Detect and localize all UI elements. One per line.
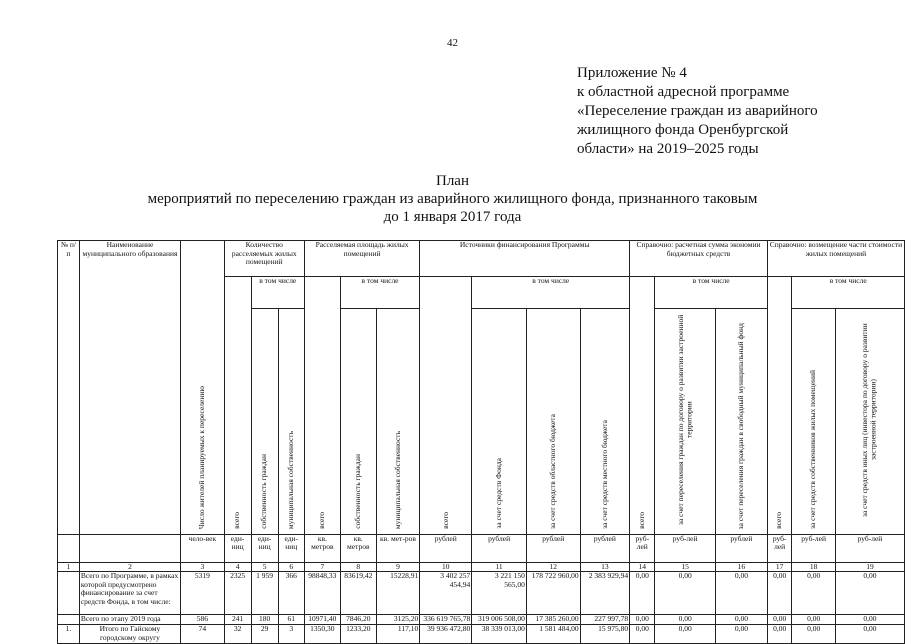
cell: 180 bbox=[251, 615, 278, 625]
header-refund-total: всего bbox=[767, 277, 792, 535]
header-economy-incl: в том числе bbox=[655, 277, 768, 309]
cell: 29 bbox=[251, 625, 278, 644]
col-number: 8 bbox=[340, 562, 376, 572]
cell: 10971,40 bbox=[304, 615, 340, 625]
cell: 0,00 bbox=[835, 625, 904, 644]
col-number: 13 bbox=[580, 562, 630, 572]
cell: Всего по этапу 2019 года bbox=[79, 615, 180, 625]
cell: 38 339 013,00 bbox=[472, 625, 527, 644]
cell: 227 997,78 bbox=[580, 615, 630, 625]
cell: 3 402 257 454,94 bbox=[420, 572, 472, 615]
cell: 1 959 bbox=[251, 572, 278, 615]
table-row bbox=[58, 615, 905, 625]
header-name: Наименование муниципального образования bbox=[79, 241, 180, 535]
cell: 98848,33 bbox=[304, 572, 340, 615]
header-area-total: всего bbox=[304, 277, 340, 535]
title-line: План bbox=[435, 173, 469, 189]
cell: 0,00 bbox=[655, 625, 716, 644]
cell: 117,10 bbox=[376, 625, 420, 644]
header-economy-total: всего bbox=[630, 277, 655, 535]
col-number: 5 bbox=[251, 562, 278, 572]
unit-cell: руб-лей bbox=[630, 534, 655, 562]
unit-cell: руб-лей bbox=[792, 534, 836, 562]
cell bbox=[58, 572, 80, 615]
col-number: 9 bbox=[376, 562, 420, 572]
page-title bbox=[0, 172, 905, 226]
cell: 586 bbox=[181, 615, 225, 625]
cell: 17 385 260,00 bbox=[526, 615, 580, 625]
header-qty-citizens: собственность граждан bbox=[251, 309, 278, 535]
cell bbox=[58, 615, 80, 625]
cell: 15228,91 bbox=[376, 572, 420, 615]
unit-cell bbox=[58, 534, 80, 562]
cell: 0,00 bbox=[792, 625, 836, 644]
col-number: 17 bbox=[767, 562, 792, 572]
table-row bbox=[58, 572, 905, 615]
col-number: 4 bbox=[224, 562, 251, 572]
cell: 0,00 bbox=[835, 615, 904, 625]
header-num: № п/п bbox=[58, 241, 80, 535]
col-number: 19 bbox=[835, 562, 904, 572]
appendix-block bbox=[577, 64, 818, 159]
col-number: 11 bbox=[472, 562, 527, 572]
col-number: 1 bbox=[58, 562, 80, 572]
cell: 0,00 bbox=[792, 615, 836, 625]
cell: 241 bbox=[224, 615, 251, 625]
unit-cell: еди-ниц bbox=[224, 534, 251, 562]
header-ref-owners: за счет средств собственников жилых помещений bbox=[792, 309, 836, 535]
unit-cell: рублей bbox=[472, 534, 527, 562]
unit-cell: еди-ниц bbox=[278, 534, 304, 562]
cell: 3125,20 bbox=[376, 615, 420, 625]
header-regional: за счет средств областного бюджета bbox=[526, 309, 580, 535]
header-qty-municipal: муниципальная собственность bbox=[278, 309, 304, 535]
header-qty: Количество расселяемых жилых помещений bbox=[224, 241, 304, 277]
cell: 2 383 929,94 bbox=[580, 572, 630, 615]
cell: 0,00 bbox=[767, 625, 792, 644]
header-eco-contract: за счет переселения граждан по договору о развитии застроенной территории bbox=[655, 309, 716, 535]
unit-cell: кв. метров bbox=[304, 534, 340, 562]
cell: 0,00 bbox=[715, 625, 767, 644]
cell: 15 975,80 bbox=[580, 625, 630, 644]
col-number: 7 bbox=[304, 562, 340, 572]
unit-cell: рублей bbox=[580, 534, 630, 562]
col-number: 18 bbox=[792, 562, 836, 572]
cell: Всего по Программе, в рамках которой предусмотрено финансирование за счет средств Фонда, в том числе: bbox=[79, 572, 180, 615]
cell: 3 221 150 565,00 bbox=[472, 572, 527, 615]
header-refund-incl: в том числе bbox=[792, 277, 905, 309]
header-finance-incl: в том числе bbox=[472, 277, 630, 309]
header-local: за счет средств местного бюджета bbox=[580, 309, 630, 535]
cell: 0,00 bbox=[655, 615, 716, 625]
col-number: 15 bbox=[655, 562, 716, 572]
unit-cell: руб-лей bbox=[767, 534, 792, 562]
plan-table bbox=[57, 240, 905, 644]
cell: 83619,42 bbox=[340, 572, 376, 615]
cell: 1233,20 bbox=[340, 625, 376, 644]
header-area: Расселяемая площадь жилых помещений bbox=[304, 241, 419, 277]
cell: 5319 bbox=[181, 572, 225, 615]
cell: 0,00 bbox=[655, 572, 716, 615]
col-number: 2 bbox=[79, 562, 180, 572]
unit-cell: рублей bbox=[526, 534, 580, 562]
header-qty-incl: в том числе bbox=[251, 277, 304, 309]
unit-cell: еди-ниц bbox=[251, 534, 278, 562]
appendix-line: к областной адресной программе bbox=[577, 84, 790, 100]
col-number: 3 bbox=[181, 562, 225, 572]
cell: 366 bbox=[278, 572, 304, 615]
cell: 39 936 472,80 bbox=[420, 625, 472, 644]
title-line: до 1 января 2017 года bbox=[383, 209, 522, 225]
col-number: 14 bbox=[630, 562, 655, 572]
cell: 0,00 bbox=[835, 572, 904, 615]
cell: 336 619 765,78 bbox=[420, 615, 472, 625]
page-number: 42 bbox=[447, 37, 458, 49]
unit-cell bbox=[79, 534, 180, 562]
cell: 0,00 bbox=[715, 615, 767, 625]
appendix-line: «Переселение граждан из аварийного bbox=[577, 103, 818, 119]
cell: 61 bbox=[278, 615, 304, 625]
cell: Итого по Гайскому городскому округу bbox=[79, 625, 180, 644]
cell: 0,00 bbox=[767, 615, 792, 625]
header-qty-total: всего bbox=[224, 277, 251, 535]
cell: 1. bbox=[58, 625, 80, 644]
unit-cell: рублей bbox=[420, 534, 472, 562]
cell: 1350,30 bbox=[304, 625, 340, 644]
cell: 32 bbox=[224, 625, 251, 644]
cell: 178 722 960,00 bbox=[526, 572, 580, 615]
col-number: 16 bbox=[715, 562, 767, 572]
col-number: 12 bbox=[526, 562, 580, 572]
unit-cell: чело-век bbox=[181, 534, 225, 562]
col-number: 6 bbox=[278, 562, 304, 572]
header-finance-total: всего bbox=[420, 277, 472, 535]
cell: 0,00 bbox=[630, 615, 655, 625]
header-area-citizens: собственность граждан bbox=[340, 309, 376, 535]
table-row bbox=[58, 625, 905, 644]
appendix-line: Приложение № 4 bbox=[577, 65, 687, 81]
unit-cell: руб-лей bbox=[655, 534, 716, 562]
cell: 2325 bbox=[224, 572, 251, 615]
header-area-municipal: муниципальная собственность bbox=[376, 309, 420, 535]
header-finance: Источники финансирования Программы bbox=[420, 241, 630, 277]
header-economy: Справочно: расчетная сумма экономии бюджетных средств bbox=[630, 241, 768, 277]
header-eco-free: за счет переселения граждан в свободный муниципальный фонд bbox=[715, 309, 767, 535]
cell: 3 bbox=[278, 625, 304, 644]
header-fund: за счет средств Фонда bbox=[472, 309, 527, 535]
unit-cell: рублей bbox=[715, 534, 767, 562]
header-ref-other: за счет средств иных лиц (инвестора по договору о развитии застроенной территории) bbox=[835, 309, 904, 535]
unit-cell: кв. мет-ров bbox=[376, 534, 420, 562]
cell: 1 581 484,00 bbox=[526, 625, 580, 644]
appendix-line: жилищного фонда Оренбургской bbox=[577, 122, 789, 138]
cell: 7846,20 bbox=[340, 615, 376, 625]
cell: 0,00 bbox=[767, 572, 792, 615]
unit-cell: руб-лей bbox=[835, 534, 904, 562]
cell: 0,00 bbox=[630, 625, 655, 644]
cell: 74 bbox=[181, 625, 225, 644]
cell: 319 006 508,00 bbox=[472, 615, 527, 625]
col-number: 10 bbox=[420, 562, 472, 572]
cell: 0,00 bbox=[630, 572, 655, 615]
appendix-line: области» на 2019–2025 годы bbox=[577, 141, 759, 157]
cell: 0,00 bbox=[792, 572, 836, 615]
header-area-incl: в том числе bbox=[340, 277, 419, 309]
unit-cell: кв. метров bbox=[340, 534, 376, 562]
cell: 0,00 bbox=[715, 572, 767, 615]
title-line: мероприятий по переселению граждан из аварийного жилищного фонда, признанного таковым bbox=[147, 191, 758, 207]
header-refund: Справочно: возмещение части стоимости жилых помещений bbox=[767, 241, 904, 277]
header-residents: Число жителей планируемых к переселению bbox=[181, 241, 225, 535]
